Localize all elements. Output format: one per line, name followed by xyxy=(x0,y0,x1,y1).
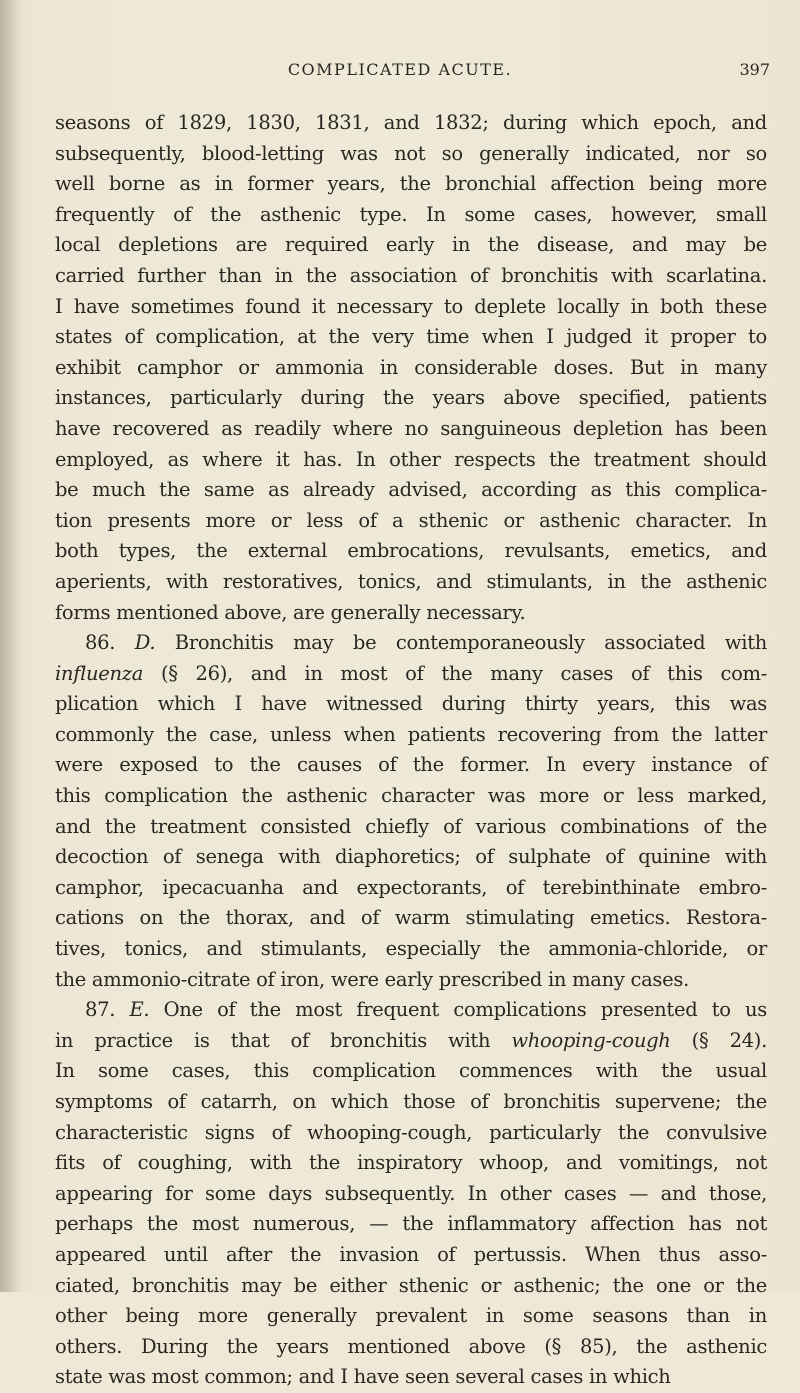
text-line xyxy=(55,1301,767,1332)
text-run: (§ 24). xyxy=(670,1028,767,1052)
text-run: I have sometimes found it necessary to deplete locally in both these xyxy=(55,294,767,318)
italic-text: whooping-cough xyxy=(511,1028,671,1052)
text-run: symptoms of catarrh, on which those of bronchitis supervene; the xyxy=(55,1090,767,1113)
text-run: characteristic signs of whooping-cough, particularly the convulsive xyxy=(55,1120,767,1144)
text-line xyxy=(55,506,767,537)
text-line xyxy=(55,1332,767,1363)
text-run: tion presents more or less of a sthenic or asthenic character. In xyxy=(55,508,767,532)
text-line xyxy=(55,750,767,781)
text-run: be much the same as already advised, according as this complica- xyxy=(55,478,767,502)
text-run: One of the most frequent complications presented to us xyxy=(149,998,767,1022)
text-run: In some cases, this complication commences with the usual xyxy=(55,1059,767,1083)
text-run: both types, the external embrocations, revulsants, emetics, and xyxy=(55,539,767,563)
text-line xyxy=(55,965,767,996)
text-run: well borne as in former years, the bronchial affection being more xyxy=(55,172,767,196)
text-line xyxy=(55,414,767,445)
text-run: others. During the years mentioned above (§ 85), the asthenic xyxy=(55,1334,767,1358)
text-run: other being more generally prevalent in some seasons than in xyxy=(55,1304,767,1328)
text-run: aperients, with restoratives, tonics, and stimulants, in the asthenic xyxy=(55,569,767,593)
text-line xyxy=(55,567,767,598)
text-line xyxy=(55,1209,767,1240)
text-line xyxy=(55,628,767,659)
text-run: plication which I have witnessed during thirty years, this was xyxy=(55,692,767,716)
text-line xyxy=(55,873,767,904)
text-run: perhaps the most numerous, — the inflammatory affection has not xyxy=(55,1212,767,1236)
text-run: states of complication, at the very time when I judged it proper to xyxy=(55,325,767,349)
text-line xyxy=(55,995,767,1026)
paragraph xyxy=(55,108,767,628)
text-run: were exposed to the causes of the former. In every instance of xyxy=(55,753,767,777)
running-title: COMPLICATED ACUTE. xyxy=(287,60,513,79)
text-line xyxy=(55,261,767,292)
text-line xyxy=(55,230,767,261)
text-line xyxy=(55,1179,767,1210)
text-run: frequently of the asthenic type. In some cases, however, small xyxy=(55,202,767,226)
text-run: this complication the asthenic character was more or less marked, xyxy=(55,784,767,808)
text-line xyxy=(55,1056,767,1087)
text-run: exhibit camphor or ammonia in considerable doses. But in many xyxy=(55,355,767,379)
text-line xyxy=(55,842,767,873)
text-run: ciated, bronchitis may be either sthenic or asthenic; the one or the xyxy=(55,1273,767,1297)
italic-text: influenza xyxy=(55,661,144,685)
text-run: 86. xyxy=(85,631,135,655)
text-line xyxy=(55,1240,767,1271)
paragraph xyxy=(55,995,767,1393)
text-run: subsequently, blood-letting was not so generally indicated, nor so xyxy=(55,141,767,165)
text-run: appeared until after the invasion of pertussis. When thus asso- xyxy=(55,1242,767,1266)
text-line xyxy=(55,659,767,690)
text-run: appearing for some days subsequently. In other cases — and those, xyxy=(55,1181,767,1205)
text-run: Bronchitis may be contemporaneously associated with xyxy=(155,631,767,655)
text-line xyxy=(55,1362,767,1393)
text-run: and the treatment consisted chiefly of various combinations of the xyxy=(55,814,767,838)
text-line xyxy=(55,108,767,139)
text-line xyxy=(55,1026,767,1057)
text-line xyxy=(55,598,767,629)
text-line xyxy=(55,292,767,323)
paragraph xyxy=(55,628,767,995)
page-header xyxy=(0,60,800,84)
text-line xyxy=(55,781,767,812)
text-run: 87. xyxy=(85,998,130,1022)
text-run: employed, as where it has. In other respects the treatment should xyxy=(55,447,767,471)
text-line xyxy=(55,812,767,843)
text-run: (§ 26), and in most of the many cases of this com- xyxy=(143,661,767,685)
text-run: tives, tonics, and stimulants, especially the ammonia-chloride, or xyxy=(55,937,767,961)
text-run: decoction of senega with diaphoretics; of sulphate of quinine with xyxy=(55,845,767,869)
text-line xyxy=(55,720,767,751)
text-run: seasons of 1829, 1830, 1831, and 1832; during which epoch, and xyxy=(55,111,767,134)
text-line xyxy=(55,903,767,934)
text-line xyxy=(55,1087,767,1118)
text-run: in practice is that of bronchitis with xyxy=(55,1028,512,1052)
text-line xyxy=(55,1118,767,1149)
text-line xyxy=(55,139,767,170)
page-number: 397 xyxy=(739,60,770,79)
italic-text: E. xyxy=(129,998,150,1022)
text-line xyxy=(55,934,767,965)
text-run: local depletions are required early in the disease, and may be xyxy=(55,233,767,257)
text-line xyxy=(55,353,767,384)
text-line xyxy=(55,445,767,476)
text-run: camphor, ipecacuanha and expectorants, of terebinthinate embro- xyxy=(55,875,767,899)
text-line xyxy=(55,1271,767,1302)
text-run: instances, particularly during the years above specified, patients xyxy=(55,386,767,410)
italic-text: D. xyxy=(134,631,156,655)
text-run: the ammonio-citrate of iron, were early prescribed in many cases. xyxy=(55,967,689,991)
text-run: fits of coughing, with the inspiratory whoop, and vomitings, not xyxy=(55,1151,767,1175)
text-line xyxy=(55,169,767,200)
text-line xyxy=(55,475,767,506)
text-line xyxy=(55,1148,767,1179)
text-run: carried further than in the association of bronchitis with scarlatina. xyxy=(55,263,767,287)
text-run: commonly the case, unless when patients recovering from the latter xyxy=(55,722,767,746)
text-line xyxy=(55,322,767,353)
binding-gutter-shadow xyxy=(0,0,22,1292)
text-run: cations on the thorax, and of warm stimulating emetics. Restora- xyxy=(55,906,767,930)
text-line xyxy=(55,689,767,720)
text-line xyxy=(55,200,767,231)
text-line xyxy=(55,383,767,414)
text-run: forms mentioned above, are generally necessary. xyxy=(55,600,526,624)
body-text xyxy=(55,108,767,1393)
text-run: state was most common; and I have seen several cases in which xyxy=(55,1365,671,1389)
text-line xyxy=(55,536,767,567)
text-run: have recovered as readily where no sanguineous depletion has been xyxy=(55,416,767,440)
